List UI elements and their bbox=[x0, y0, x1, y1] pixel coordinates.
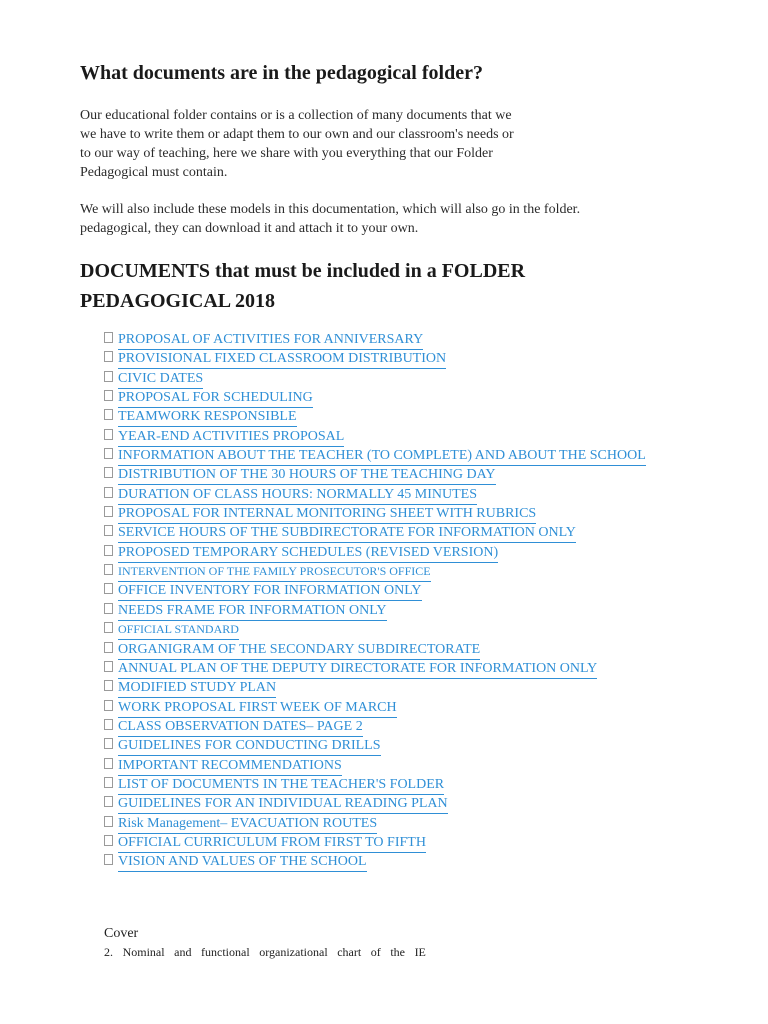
checkbox-icon bbox=[104, 758, 113, 769]
document-link[interactable]: GUIDELINES FOR CONDUCTING DRILLS bbox=[118, 736, 381, 756]
caption-word: organizational bbox=[259, 945, 328, 959]
intro-paragraph bbox=[80, 106, 620, 182]
document-link[interactable]: VISION AND VALUES OF THE SCHOOL bbox=[118, 852, 367, 872]
caption-word: functional bbox=[201, 945, 250, 959]
list-item bbox=[104, 427, 646, 446]
document-link[interactable]: PROPOSED TEMPORARY SCHEDULES (REVISED VERSION) bbox=[118, 543, 498, 563]
caption-word: 2. bbox=[104, 945, 113, 959]
checkbox-icon bbox=[104, 525, 113, 536]
list-item bbox=[104, 523, 646, 542]
list-item bbox=[104, 562, 646, 581]
document-link[interactable]: WORK PROPOSAL FIRST WEEK OF MARCH bbox=[118, 698, 397, 718]
document-link[interactable]: IMPORTANT RECOMMENDATIONS bbox=[118, 756, 342, 776]
document-link[interactable]: GUIDELINES FOR AN INDIVIDUAL READING PLAN bbox=[118, 794, 448, 814]
section-title-line: DOCUMENTS that must be included in a FOLDER bbox=[80, 260, 526, 282]
caption-word: Nominal bbox=[122, 945, 165, 959]
intro-line: to our way of teaching, here we share with you everything that our Folder bbox=[80, 146, 493, 161]
list-item bbox=[104, 833, 646, 852]
section-title bbox=[80, 256, 525, 316]
document-link[interactable]: ORGANIGRAM OF THE SECONDARY SUBDIRECTORATE bbox=[118, 640, 480, 660]
chart-caption bbox=[104, 945, 426, 960]
checkbox-icon bbox=[104, 661, 113, 672]
checkbox-icon bbox=[104, 816, 113, 827]
list-item bbox=[104, 736, 646, 755]
document-link[interactable]: DISTRIBUTION OF THE 30 HOURS OF THE TEACHING DAY bbox=[118, 465, 496, 485]
document-link[interactable]: DURATION OF CLASS HOURS: NORMALLY 45 MINUTES bbox=[118, 485, 477, 505]
checkbox-icon bbox=[104, 409, 113, 420]
list-item bbox=[104, 446, 646, 465]
document-link[interactable]: OFFICIAL CURRICULUM FROM FIRST TO FIFTH bbox=[118, 833, 426, 853]
models-line: We will also include these models in this documentation, which will also go in the folder. bbox=[80, 202, 581, 217]
checkbox-icon bbox=[104, 738, 113, 749]
document-link[interactable]: PROPOSAL OF ACTIVITIES FOR ANNIVERSARY bbox=[118, 330, 423, 350]
caption-word: chart bbox=[337, 945, 362, 959]
checkbox-icon bbox=[104, 796, 113, 807]
document-link[interactable]: NEEDS FRAME FOR INFORMATION ONLY bbox=[118, 601, 387, 621]
checkbox-icon bbox=[104, 506, 113, 517]
checkbox-icon bbox=[104, 719, 113, 730]
checkbox-icon bbox=[104, 680, 113, 691]
cover-label: Cover bbox=[104, 926, 139, 941]
document-link[interactable]: PROVISIONAL FIXED CLASSROOM DISTRIBUTION bbox=[118, 349, 446, 369]
checkbox-icon bbox=[104, 583, 113, 594]
list-item bbox=[104, 678, 646, 697]
list-item bbox=[104, 852, 646, 871]
document-link[interactable]: Risk Management– EVACUATION ROUTES bbox=[118, 814, 377, 834]
document-link[interactable]: ANNUAL PLAN OF THE DEPUTY DIRECTORATE FOR INFORMATION ONLY bbox=[118, 659, 597, 679]
list-item bbox=[104, 349, 646, 368]
list-item bbox=[104, 485, 646, 504]
list-item bbox=[104, 601, 646, 620]
list-item bbox=[104, 659, 646, 678]
document-link[interactable]: INTERVENTION OF THE FAMILY PROSECUTOR'S OFFICE bbox=[118, 562, 431, 582]
document-link[interactable]: PROPOSAL FOR INTERNAL MONITORING SHEET WITH RUBRICS bbox=[118, 504, 536, 524]
checkbox-icon bbox=[104, 700, 113, 711]
document-link[interactable]: OFFICIAL STANDARD bbox=[118, 620, 239, 640]
document-link[interactable]: PROPOSAL FOR SCHEDULING bbox=[118, 388, 313, 408]
list-item bbox=[104, 465, 646, 484]
caption-word: of bbox=[370, 945, 381, 959]
checkbox-icon bbox=[104, 429, 113, 440]
section-title-line: PEDAGOGICAL 2018 bbox=[80, 290, 276, 312]
document-link[interactable]: MODIFIED STUDY PLAN bbox=[118, 678, 276, 698]
models-paragraph bbox=[80, 200, 620, 238]
checkbox-icon bbox=[104, 545, 113, 556]
document-link[interactable]: SERVICE HOURS OF THE SUBDIRECTORATE FOR INFORMATION ONLY bbox=[118, 523, 576, 543]
caption-word: the bbox=[390, 945, 405, 959]
list-item bbox=[104, 388, 646, 407]
checkbox-icon bbox=[104, 332, 113, 343]
document-link[interactable]: CIVIC DATES bbox=[118, 369, 203, 389]
checkbox-icon bbox=[104, 564, 113, 575]
list-item bbox=[104, 717, 646, 736]
list-item bbox=[104, 369, 646, 388]
list-item bbox=[104, 581, 646, 600]
list-item bbox=[104, 698, 646, 717]
checkbox-icon bbox=[104, 390, 113, 401]
intro-line: Pedagogical must contain. bbox=[80, 165, 228, 180]
list-item bbox=[104, 814, 646, 833]
intro-line: we have to write them or adapt them to our own and our classroom's needs or bbox=[80, 127, 514, 142]
document-link[interactable]: INFORMATION ABOUT THE TEACHER (TO COMPLETE) AND ABOUT THE SCHOOL bbox=[118, 446, 646, 466]
documents-list bbox=[104, 330, 646, 872]
list-item bbox=[104, 620, 646, 639]
checkbox-icon bbox=[104, 622, 113, 633]
caption-word: IE bbox=[414, 945, 426, 959]
document-link[interactable]: CLASS OBSERVATION DATES– PAGE 2 bbox=[118, 717, 363, 737]
page-title: What documents are in the pedagogical folder? bbox=[80, 62, 483, 84]
list-item bbox=[104, 504, 646, 523]
list-item bbox=[104, 756, 646, 775]
list-item bbox=[104, 775, 646, 794]
checkbox-icon bbox=[104, 487, 113, 498]
checkbox-icon bbox=[104, 854, 113, 865]
list-item bbox=[104, 543, 646, 562]
checkbox-icon bbox=[104, 777, 113, 788]
checkbox-icon bbox=[104, 371, 113, 382]
list-item bbox=[104, 794, 646, 813]
document-link[interactable]: OFFICE INVENTORY FOR INFORMATION ONLY bbox=[118, 581, 422, 601]
checkbox-icon bbox=[104, 448, 113, 459]
checkbox-icon bbox=[104, 603, 113, 614]
checkbox-icon bbox=[104, 467, 113, 478]
document-link[interactable]: LIST OF DOCUMENTS IN THE TEACHER'S FOLDER bbox=[118, 775, 444, 795]
document-link[interactable]: YEAR-END ACTIVITIES PROPOSAL bbox=[118, 427, 344, 447]
intro-line: Our educational folder contains or is a collection of many documents that we bbox=[80, 108, 512, 123]
caption-word: and bbox=[174, 945, 192, 959]
list-item bbox=[104, 407, 646, 426]
list-item bbox=[104, 640, 646, 659]
models-line: pedagogical, they can download it and attach it to your own. bbox=[80, 221, 419, 236]
list-item bbox=[104, 330, 646, 349]
document-link[interactable]: TEAMWORK RESPONSIBLE bbox=[118, 407, 297, 427]
checkbox-icon bbox=[104, 351, 113, 362]
checkbox-icon bbox=[104, 642, 113, 653]
checkbox-icon bbox=[104, 835, 113, 846]
